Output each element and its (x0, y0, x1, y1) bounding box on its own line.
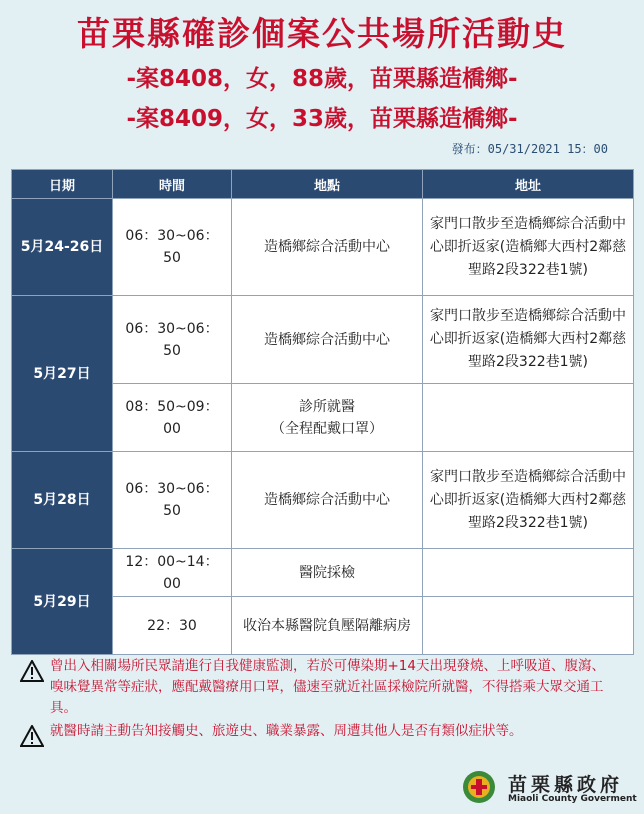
header-date: 日期 (12, 170, 113, 199)
notes-section (18, 656, 618, 744)
time-cell: 12：00~14：00 (113, 549, 232, 597)
time-cell: 22：30 (113, 597, 232, 655)
address-cell (423, 549, 634, 597)
place-cell: 醫院採檢 (232, 549, 423, 597)
place-cell: 收治本縣醫院負壓隔離病房 (232, 597, 423, 655)
note-item (18, 721, 618, 742)
header-time: 時間 (113, 170, 232, 199)
time-cell: 08：50~09：00 (113, 384, 232, 452)
address-cell (423, 384, 634, 452)
page-title: 苗栗縣確診個案公共場所活動史 (77, 14, 567, 53)
place-cell: 診所就醫 （全程配戴口罩） (232, 384, 423, 452)
date-cell: 5月28日 (12, 452, 113, 549)
place-cell: 造橋鄉綜合活動中心 (232, 296, 423, 384)
place-cell: 造橋鄉綜合活動中心 (232, 452, 423, 549)
address-cell: 家門口散步至造橋鄉綜合活動中心即折返家(造橋鄉大西村2鄰慈聖路2段322巷1號) (423, 452, 634, 549)
table-header-row (12, 170, 634, 199)
county-logo-icon (462, 770, 496, 804)
warning-icon (20, 725, 44, 747)
table-row (12, 296, 634, 384)
place-cell: 造橋鄉綜合活動中心 (232, 199, 423, 296)
table-row (12, 199, 634, 296)
warning-icon (20, 660, 44, 682)
publish-date: 發布：05/31/2021 15：00 (451, 142, 608, 156)
government-name: 苗栗縣政府 (508, 774, 624, 796)
header-place: 地點 (232, 170, 423, 199)
address-cell: 家門口散步至造橋鄉綜合活動中心即折返家(造橋鄉大西村2鄰慈聖路2段322巷1號) (423, 199, 634, 296)
case-line-1: -案8408，女，88歲，苗栗縣造橋鄉- (126, 66, 518, 92)
date-cell: 5月29日 (12, 549, 113, 655)
activity-table (11, 169, 634, 655)
time-cell: 06：30~06：50 (113, 296, 232, 384)
address-cell: 家門口散步至造橋鄉綜合活動中心即折返家(造橋鄉大西村2鄰慈聖路2段322巷1號) (423, 296, 634, 384)
header-address: 地址 (423, 170, 634, 199)
time-cell: 06：30~06：50 (113, 452, 232, 549)
address-cell (423, 597, 634, 655)
time-cell: 06：30~06：50 (113, 199, 232, 296)
table-row (12, 549, 634, 597)
note-text: 就醫時請主動告知接觸史、旅遊史、職業暴露、周遭其他人是否有類似症狀等。 (50, 723, 523, 739)
case-line-2: -案8409，女，33歲，苗栗縣造橋鄉- (126, 106, 518, 132)
date-cell: 5月24-26日 (12, 199, 113, 296)
table-row (12, 452, 634, 549)
note-text: 曾出入相關場所民眾請進行自我健康監測，若於可傳染期+14天出現發燒、上呼吸道、腹瀉、嗅味覺異常等症狀，應配戴醫療用口罩，儘速至就近社區採檢院所就醫，不得搭乘大眾交通工具。 (50, 658, 605, 716)
government-name-en: Miaoli County Goverment (508, 794, 637, 804)
date-cell: 5月27日 (12, 296, 113, 452)
note-item (18, 656, 618, 719)
